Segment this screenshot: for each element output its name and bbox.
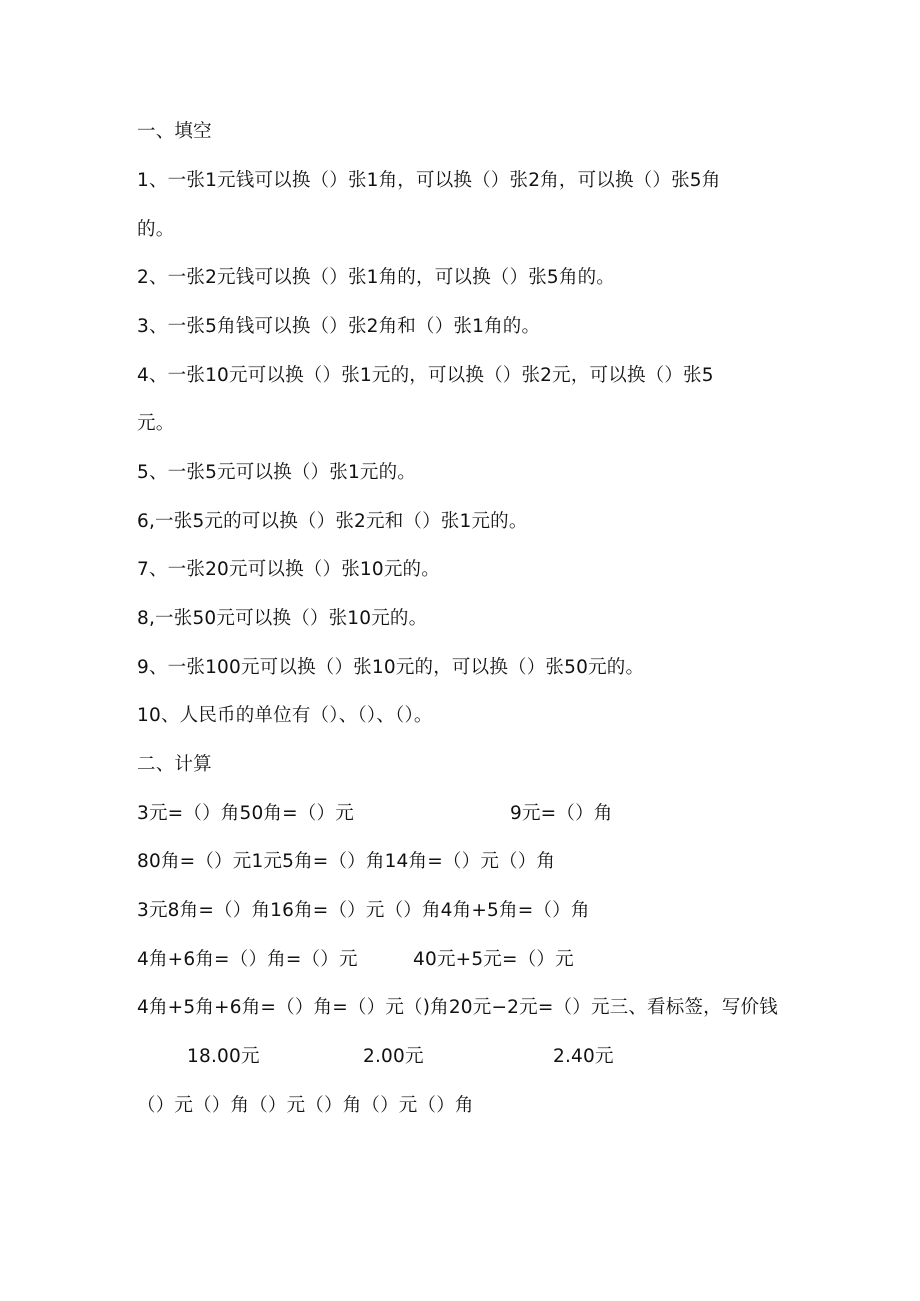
price-tag-3: 2.40元 (553, 1046, 614, 1067)
question-2: 2、一张2元钱可以换（）张1角的，可以换（）张5角的。 (137, 267, 615, 288)
question-5: 5、一张5元可以换（）张1元的。 (137, 462, 417, 483)
question-3: 3、一张5角钱可以换（）张2角和（）张1角的。 (137, 316, 541, 337)
question-1-line-1: 1、一张1元钱可以换（）张1角，可以换（）张2角，可以换（）张5角 (137, 170, 721, 191)
price-tag-2: 2.00元 (363, 1046, 424, 1067)
calc-row-4-left: 4角+6角=（）角=（）元 (137, 949, 358, 970)
question-9: 9、一张100元可以换（）张10元的，可以换（）张50元的。 (137, 657, 645, 678)
question-10: 10、人民币的单位有（）、（）、（）。 (137, 705, 433, 726)
calc-row-1-left: 3元=（）角50角=（）元 (137, 803, 354, 824)
question-1-line-2: 的。 (137, 219, 175, 240)
calc-row-2: 80角=（）元1元5角=（）角14角=（）元（）角 (137, 851, 556, 872)
question-6: 6,一张5元的可以换（）张2元和（）张1元的。 (137, 511, 528, 532)
price-answer-row: （）元（）角（）元（）角（）元（）角 (137, 1095, 474, 1116)
section-heading-calculate: 二、计算 (137, 754, 212, 775)
calc-row-1-right: 9元=（）角 (510, 803, 613, 824)
calc-row-4-right: 40元+5元=（）元 (413, 949, 574, 970)
section-heading-fill-blank: 一、填空 (137, 121, 212, 142)
calc-row-3: 3元8角=（）角16角=（）元（）角4角+5角=（）角 (137, 900, 590, 921)
price-tag-1: 18.00元 (187, 1046, 260, 1067)
calc-row-5: 4角+5角+6角=（）角=（）元（)角20元−2元=（）元三、看标签，写价钱 (137, 997, 778, 1018)
question-4-line-1: 4、一张10元可以换（）张1元的，可以换（）张2元，可以换（）张5 (137, 365, 714, 386)
question-7: 7、一张20元可以换（）张10元的。 (137, 559, 440, 580)
question-8: 8,一张50元可以换（）张10元的。 (137, 608, 428, 629)
question-4-line-2: 元。 (137, 413, 175, 434)
